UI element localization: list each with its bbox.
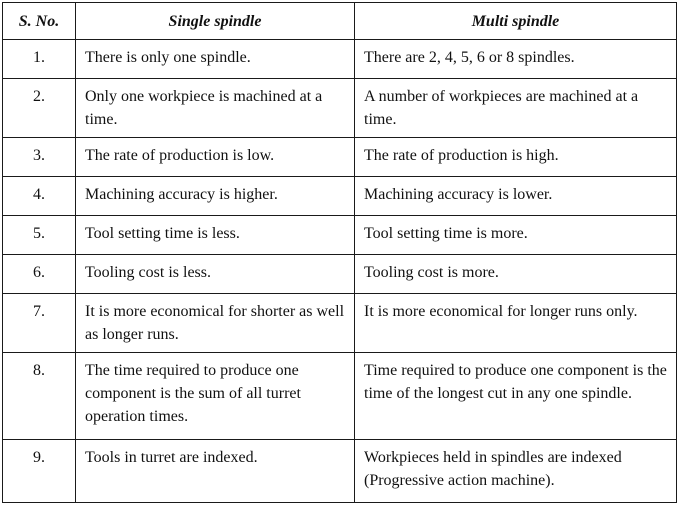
table-row bbox=[3, 353, 677, 440]
multi-spindle-cell: Tooling cost is more. bbox=[355, 255, 677, 294]
single-spindle-cell: The rate of production is low. bbox=[76, 138, 355, 177]
single-spindle-cell: There is only one spindle. bbox=[76, 40, 355, 79]
multi-spindle-cell: Workpieces held in spindles are indexed (Progressive action machine). bbox=[355, 440, 677, 503]
single-spindle-cell: Tools in turret are indexed. bbox=[76, 440, 355, 503]
multi-spindle-cell: Time required to produce one component is the time of the longest cut in any one spindle. bbox=[355, 353, 677, 440]
table-row bbox=[3, 40, 677, 79]
row-number: 4. bbox=[3, 177, 76, 216]
header-sno: S. No. bbox=[3, 3, 76, 40]
comparison-table-container bbox=[2, 2, 676, 503]
table-row bbox=[3, 440, 677, 503]
header-multi-spindle: Multi spindle bbox=[355, 3, 677, 40]
table-row bbox=[3, 255, 677, 294]
table-row bbox=[3, 216, 677, 255]
row-number: 6. bbox=[3, 255, 76, 294]
row-number: 8. bbox=[3, 353, 76, 440]
multi-spindle-cell: Machining accuracy is lower. bbox=[355, 177, 677, 216]
row-number: 7. bbox=[3, 294, 76, 353]
single-spindle-cell: The time required to produce one component is the sum of all turret operation times. bbox=[76, 353, 355, 440]
single-spindle-cell: Tool setting time is less. bbox=[76, 216, 355, 255]
row-number: 5. bbox=[3, 216, 76, 255]
single-spindle-cell: It is more economical for shorter as well as longer runs. bbox=[76, 294, 355, 353]
multi-spindle-cell: A number of workpieces are machined at a time. bbox=[355, 79, 677, 138]
table-row bbox=[3, 138, 677, 177]
table-row bbox=[3, 79, 677, 138]
single-spindle-cell: Only one workpiece is machined at a time. bbox=[76, 79, 355, 138]
row-number: 9. bbox=[3, 440, 76, 503]
table-row bbox=[3, 177, 677, 216]
header-single-spindle: Single spindle bbox=[76, 3, 355, 40]
multi-spindle-cell: The rate of production is high. bbox=[355, 138, 677, 177]
single-spindle-cell: Tooling cost is less. bbox=[76, 255, 355, 294]
multi-spindle-cell: There are 2, 4, 5, 6 or 8 spindles. bbox=[355, 40, 677, 79]
multi-spindle-cell: It is more economical for longer runs only. bbox=[355, 294, 677, 353]
single-spindle-cell: Machining accuracy is higher. bbox=[76, 177, 355, 216]
multi-spindle-cell: Tool setting time is more. bbox=[355, 216, 677, 255]
header-row bbox=[3, 3, 677, 40]
row-number: 1. bbox=[3, 40, 76, 79]
comparison-table bbox=[2, 2, 677, 503]
row-number: 2. bbox=[3, 79, 76, 138]
row-number: 3. bbox=[3, 138, 76, 177]
table-row bbox=[3, 294, 677, 353]
